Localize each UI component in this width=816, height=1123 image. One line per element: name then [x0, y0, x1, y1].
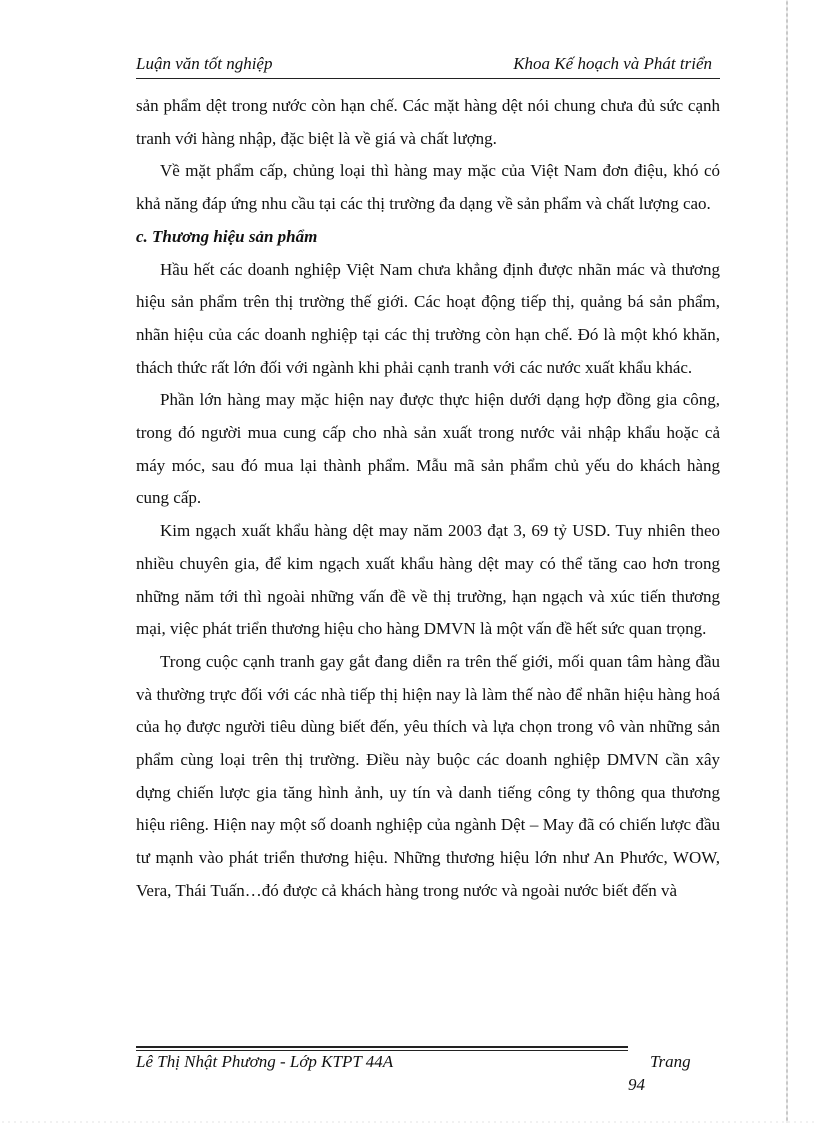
- page-header: [136, 52, 720, 78]
- footer-rule: [136, 1046, 628, 1048]
- right-dotted-edge: [786, 0, 788, 1123]
- paragraph-4: Phần lớn hàng may mặc hiện nay được thực hiện dưới dạng hợp đồng gia công, trong đó người mua cung cấp cho nhà sản xuất trong nước vải nhập khẩu hoặc cả máy móc, sau đó mua lại thành phẩm. Mẫu mã sản phẩm chủ yếu do khách hàng cung cấp.: [136, 390, 720, 508]
- document-body: [136, 90, 720, 908]
- footer-author: Lê Thị Nhật Phương - Lớp KTPT 44A: [136, 1052, 394, 1071]
- header-rule: [136, 78, 720, 79]
- section-heading: c. Thương hiệu sản phẩm: [136, 226, 318, 246]
- paragraph-6: Trong cuộc cạnh tranh gay gắt đang diễn ra trên thế giới, mối quan tâm hàng đầu và thường trực đối với các nhà tiếp thị hiện nay là làm thế nào để nhãn hiệu hàng hoá của họ được người tiêu dùng biết đến, yêu thích và lựa chọn trong vô vàn những sản phẩm cùng loại trên thị trường. Điều này buộc các doanh nghiệp DMVN cần xây dựng chiến lược gia tăng hình ảnh, uy tín và danh tiếng công ty thông qua thương hiệu riêng. Hiện nay một số doanh nghiệp của ngành Dệt – May đã có chiến lược đầu tư mạnh vào phát triển thương hiệu. Những thương hiệu lớn như An Phước, WOW, Vera, Thái Tuấn…đó được cả khách hàng trong nước và ngoài nước biết đến và: [136, 651, 720, 900]
- footer-rule-thin: [136, 1050, 628, 1051]
- paragraph-1: sản phẩm dệt trong nước còn hạn chế. Các mặt hàng dệt nói chung chưa đủ sức cạnh tranh với hàng nhập, đặc biệt là về giá và chất lượng.: [136, 96, 720, 148]
- header-faculty-label: Khoa Kế hoạch và Phát triển: [513, 54, 712, 73]
- paragraph-5: Kim ngạch xuất khẩu hàng dệt may năm 2003 đạt 3, 69 tỷ USD. Tuy nhiên theo nhiều chuyên gia, để kim ngạch xuất khẩu hàng dệt may có thể tăng cao hơn trong những năm tới thì ngoài những vấn đề về thị trường, hạn ngạch và xúc tiến thương mại, việc phát triển thương hiệu cho hàng DMVN là một vấn đề hết sức quan trọng.: [136, 521, 720, 639]
- paragraph-2: Về mặt phẩm cấp, chủng loại thì hàng may mặc của Việt Nam đơn điệu, khó có khả năng đáp ứng nhu cầu tại các thị trường đa dạng về sản phẩm và chất lượng cao.: [136, 161, 720, 214]
- header-thesis-label: Luận văn tốt nghiệp: [136, 54, 273, 73]
- footer-page-label: Trang: [650, 1052, 691, 1071]
- paragraph-3: Hầu hết các doanh nghiệp Việt Nam chưa khẳng định được nhãn mác và thương hiệu sản phẩm trên thị trường thế giới. Các hoạt động tiếp thị, quảng bá sản phẩm, nhãn hiệu của các doanh nghiệp tại các thị trường còn hạn chế. Đó là một khó khăn, thách thức rất lớn đối với ngành khi phải cạnh tranh với các nước xuất khẩu khác.: [136, 259, 720, 377]
- footer-page-number: 94: [628, 1075, 645, 1094]
